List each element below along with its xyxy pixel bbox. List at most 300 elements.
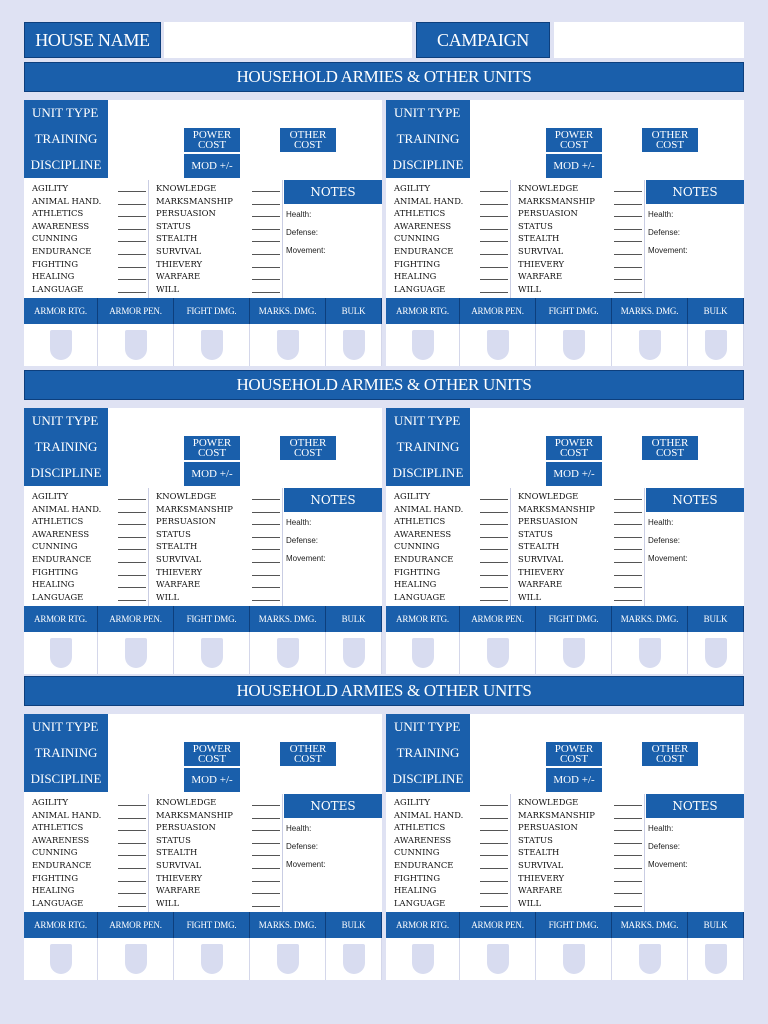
notes-defense: Defense: bbox=[648, 842, 681, 851]
skill-label: KNOWLEDGE bbox=[518, 182, 595, 195]
skill-label: WILL bbox=[518, 283, 595, 296]
stat-value-cell[interactable] bbox=[460, 938, 536, 980]
stat-value-cell[interactable] bbox=[250, 938, 326, 980]
skill-label: AWARENESS bbox=[32, 834, 101, 847]
skill-label: WILL bbox=[156, 591, 233, 604]
skill-label: KNOWLEDGE bbox=[518, 490, 595, 503]
stat-label: BULK bbox=[688, 298, 744, 324]
skill-label: ANIMAL HAND. bbox=[32, 195, 102, 206]
skill-label: MARKSMANSHIP bbox=[156, 195, 233, 206]
skill-label: HEALING bbox=[394, 884, 463, 897]
skill-label: AWARENESS bbox=[32, 220, 101, 233]
notes-health: Health: bbox=[648, 518, 674, 527]
discipline-row bbox=[386, 766, 744, 792]
skill-label: AGILITY bbox=[32, 796, 101, 809]
shield-icon bbox=[563, 944, 585, 974]
skill-label: LANGUAGE bbox=[394, 897, 463, 910]
skills-divider bbox=[510, 488, 511, 606]
stat-label: MARKS. DMG. bbox=[250, 606, 326, 632]
skill-label: ANIMAL HAND. bbox=[32, 809, 102, 820]
training-row bbox=[24, 126, 382, 152]
training-row bbox=[386, 434, 744, 460]
shield-icon bbox=[343, 330, 365, 360]
skill-label: STEALTH bbox=[156, 540, 233, 553]
skills-panel bbox=[386, 488, 744, 606]
skill-label: AWARENESS bbox=[32, 528, 101, 541]
skills-right-column bbox=[156, 490, 233, 603]
stat-value-cell[interactable] bbox=[612, 324, 688, 366]
stat-value-cell[interactable] bbox=[688, 938, 744, 980]
stats-header-row bbox=[386, 912, 744, 938]
skill-label: HEALING bbox=[32, 578, 101, 591]
notes-defense: Defense: bbox=[286, 228, 319, 237]
skill-label: AWARENESS bbox=[394, 834, 463, 847]
shield-icon bbox=[705, 330, 727, 360]
stat-value-cell[interactable] bbox=[24, 938, 98, 980]
notes-divider bbox=[282, 180, 283, 298]
discipline-label: DISCIPLINE bbox=[24, 766, 108, 792]
stat-value-cell[interactable] bbox=[326, 938, 382, 980]
stat-value-cell[interactable] bbox=[688, 324, 744, 366]
other-cost-label: OTHER COST bbox=[280, 128, 336, 152]
skill-label: HEALING bbox=[394, 578, 463, 591]
skill-label: WARFARE bbox=[156, 270, 233, 283]
notes-health: Health: bbox=[286, 518, 312, 527]
skill-label: MARKSMANSHIP bbox=[518, 195, 595, 206]
skills-left-column bbox=[32, 182, 101, 295]
stat-label: BULK bbox=[326, 912, 382, 938]
skill-label: ENDURANCE bbox=[394, 553, 463, 566]
shield-icon bbox=[639, 330, 661, 360]
shield-icon bbox=[639, 638, 661, 668]
skills-right-column bbox=[518, 182, 595, 295]
notes-defense: Defense: bbox=[648, 536, 681, 545]
notes-movement: Movement: bbox=[648, 554, 688, 563]
training-label: TRAINING bbox=[386, 434, 470, 460]
skill-label: ANIMAL HAND. bbox=[394, 503, 464, 514]
skill-label: WARFARE bbox=[156, 578, 233, 591]
skill-label: WILL bbox=[518, 591, 595, 604]
stat-value-cell[interactable] bbox=[460, 632, 536, 674]
notes-divider bbox=[644, 488, 645, 606]
discipline-row bbox=[24, 152, 382, 178]
stat-value-cell[interactable] bbox=[98, 324, 174, 366]
stat-label: ARMOR PEN. bbox=[460, 606, 536, 632]
training-row bbox=[24, 434, 382, 460]
stat-value-cell[interactable] bbox=[536, 324, 612, 366]
skill-label: FIGHTING bbox=[32, 566, 101, 579]
stat-label: MARKS. DMG. bbox=[250, 298, 326, 324]
unit-type-row bbox=[24, 714, 382, 740]
skill-label: THIEVERY bbox=[518, 258, 595, 271]
stat-label: ARMOR RTG. bbox=[24, 912, 98, 938]
other-cost-label: OTHER COST bbox=[280, 742, 336, 766]
other-cost-label: OTHER COST bbox=[642, 128, 698, 152]
skill-label: ENDURANCE bbox=[32, 553, 101, 566]
skill-label: THIEVERY bbox=[156, 872, 233, 885]
skills-panel bbox=[24, 180, 382, 298]
skill-label: STEALTH bbox=[156, 232, 233, 245]
skill-label: ATHLETICS bbox=[394, 207, 463, 220]
skill-label: AGILITY bbox=[394, 796, 463, 809]
skill-label: STEALTH bbox=[518, 540, 595, 553]
unit-type-label: UNIT TYPE bbox=[386, 100, 470, 126]
stat-value-cell[interactable] bbox=[326, 632, 382, 674]
training-label: TRAINING bbox=[386, 126, 470, 152]
shield-icon bbox=[705, 944, 727, 974]
notes-defense: Defense: bbox=[286, 536, 319, 545]
skill-label: ATHLETICS bbox=[32, 515, 101, 528]
skill-label: KNOWLEDGE bbox=[156, 796, 233, 809]
shield-icon bbox=[50, 330, 72, 360]
skill-label: FIGHTING bbox=[394, 566, 463, 579]
shield-icon bbox=[412, 638, 434, 668]
power-cost-label: POWER COST bbox=[546, 436, 602, 460]
notes-title: NOTES bbox=[284, 180, 382, 204]
mod-label: MOD +/- bbox=[546, 768, 602, 792]
stat-label: ARMOR PEN. bbox=[98, 298, 174, 324]
skill-label: PERSUASION bbox=[156, 515, 233, 528]
notes-health: Health: bbox=[286, 210, 312, 219]
notes-defense: Defense: bbox=[286, 842, 319, 851]
discipline-label: DISCIPLINE bbox=[24, 152, 108, 178]
skill-label: WARFARE bbox=[518, 270, 595, 283]
unit-type-row bbox=[24, 408, 382, 434]
skills-divider bbox=[148, 180, 149, 298]
discipline-label: DISCIPLINE bbox=[386, 766, 470, 792]
stat-label: ARMOR PEN. bbox=[460, 912, 536, 938]
skills-divider bbox=[510, 180, 511, 298]
skill-label: STEALTH bbox=[518, 846, 595, 859]
stat-value-cell[interactable] bbox=[386, 938, 460, 980]
stat-label: ARMOR RTG. bbox=[24, 298, 98, 324]
skills-left-column bbox=[394, 796, 463, 909]
skill-label: SURVIVAL bbox=[518, 553, 595, 566]
skill-label: ANIMAL HAND. bbox=[394, 809, 464, 820]
skill-label: FIGHTING bbox=[32, 258, 101, 271]
notes-movement: Movement: bbox=[648, 246, 688, 255]
skill-label: SURVIVAL bbox=[518, 245, 595, 258]
training-row bbox=[386, 126, 744, 152]
shield-icon bbox=[343, 944, 365, 974]
stat-label: ARMOR PEN. bbox=[98, 912, 174, 938]
notes-title: NOTES bbox=[284, 488, 382, 512]
shield-icon bbox=[487, 944, 509, 974]
unit-card bbox=[24, 408, 382, 674]
skill-label: LANGUAGE bbox=[394, 591, 463, 604]
notes-movement: Movement: bbox=[648, 860, 688, 869]
house-name-label: HOUSE NAME bbox=[24, 22, 161, 58]
skills-divider bbox=[148, 794, 149, 912]
stat-value-cell[interactable] bbox=[24, 324, 98, 366]
other-cost-label: OTHER COST bbox=[280, 436, 336, 460]
skills-right-column bbox=[518, 490, 595, 603]
skill-label: THIEVERY bbox=[518, 566, 595, 579]
stat-value-cell[interactable] bbox=[612, 632, 688, 674]
mod-label: MOD +/- bbox=[184, 768, 240, 792]
skill-label: AGILITY bbox=[394, 490, 463, 503]
campaign-label: CAMPAIGN bbox=[416, 22, 550, 58]
skill-label: PERSUASION bbox=[518, 515, 595, 528]
shield-icon bbox=[487, 638, 509, 668]
skill-label: LANGUAGE bbox=[32, 283, 101, 296]
skill-label: HEALING bbox=[32, 270, 101, 283]
stat-value-cell[interactable] bbox=[250, 324, 326, 366]
skill-label: AGILITY bbox=[32, 182, 101, 195]
skill-label: WILL bbox=[518, 897, 595, 910]
skill-label: LANGUAGE bbox=[394, 283, 463, 296]
stats-header-row bbox=[24, 912, 382, 938]
skill-label: ENDURANCE bbox=[394, 859, 463, 872]
skill-label: KNOWLEDGE bbox=[156, 490, 233, 503]
shields-row bbox=[24, 324, 382, 366]
skill-label: ANIMAL HAND. bbox=[394, 195, 464, 206]
skills-right-column bbox=[156, 182, 233, 295]
skill-label: STATUS bbox=[156, 834, 233, 847]
skill-label: STATUS bbox=[156, 220, 233, 233]
stats-header-row bbox=[386, 606, 744, 632]
stat-value-cell[interactable] bbox=[688, 632, 744, 674]
shields-row bbox=[386, 324, 744, 366]
stat-label: BULK bbox=[326, 606, 382, 632]
stat-label: BULK bbox=[688, 912, 744, 938]
notes-defense: Defense: bbox=[648, 228, 681, 237]
stat-label: FIGHT DMG. bbox=[174, 912, 250, 938]
campaign-field[interactable] bbox=[554, 22, 744, 58]
skill-label: ATHLETICS bbox=[394, 821, 463, 834]
title-row bbox=[24, 22, 744, 58]
unit-card bbox=[386, 714, 744, 980]
skill-label: MARKSMANSHIP bbox=[518, 809, 595, 820]
stat-value-cell[interactable] bbox=[386, 324, 460, 366]
skill-label: STATUS bbox=[156, 528, 233, 541]
stat-value-cell[interactable] bbox=[24, 632, 98, 674]
discipline-label: DISCIPLINE bbox=[386, 460, 470, 486]
skill-label: KNOWLEDGE bbox=[518, 796, 595, 809]
stat-label: FIGHT DMG. bbox=[536, 606, 612, 632]
notes-health: Health: bbox=[648, 210, 674, 219]
shield-icon bbox=[487, 330, 509, 360]
stat-value-cell[interactable] bbox=[612, 938, 688, 980]
skill-label: ATHLETICS bbox=[32, 207, 101, 220]
unit-type-row bbox=[24, 100, 382, 126]
skill-label: SURVIVAL bbox=[156, 859, 233, 872]
stat-label: ARMOR RTG. bbox=[386, 912, 460, 938]
skill-label: FIGHTING bbox=[32, 872, 101, 885]
skill-label: CUNNING bbox=[32, 232, 101, 245]
shield-icon bbox=[412, 330, 434, 360]
skill-label: ENDURANCE bbox=[32, 859, 101, 872]
stat-label: BULK bbox=[326, 298, 382, 324]
stat-value-cell[interactable] bbox=[536, 632, 612, 674]
unit-type-row bbox=[386, 408, 744, 434]
notes-title: NOTES bbox=[284, 794, 382, 818]
skill-label: PERSUASION bbox=[518, 207, 595, 220]
shields-row bbox=[386, 938, 744, 980]
shield-icon bbox=[125, 638, 147, 668]
shield-icon bbox=[50, 944, 72, 974]
power-cost-label: POWER COST bbox=[184, 128, 240, 152]
stat-value-cell[interactable] bbox=[326, 324, 382, 366]
skills-left-column bbox=[394, 182, 463, 295]
unit-card bbox=[24, 100, 382, 366]
stat-label: ARMOR RTG. bbox=[386, 298, 460, 324]
notes-movement: Movement: bbox=[286, 554, 326, 563]
skill-label: WILL bbox=[156, 283, 233, 296]
discipline-row bbox=[386, 152, 744, 178]
shield-icon bbox=[563, 330, 585, 360]
skill-label: STATUS bbox=[518, 528, 595, 541]
power-cost-label: POWER COST bbox=[546, 742, 602, 766]
notes-movement: Movement: bbox=[286, 860, 326, 869]
skill-label: WARFARE bbox=[156, 884, 233, 897]
stat-label: MARKS. DMG. bbox=[612, 606, 688, 632]
skill-label: STATUS bbox=[518, 834, 595, 847]
skills-right-column bbox=[156, 796, 233, 909]
training-label: TRAINING bbox=[24, 434, 108, 460]
stat-label: BULK bbox=[688, 606, 744, 632]
skills-left-column bbox=[32, 796, 101, 909]
notes-divider bbox=[644, 180, 645, 298]
skill-label: WILL bbox=[156, 897, 233, 910]
section-header: HOUSEHOLD ARMIES & OTHER UNITS bbox=[24, 370, 744, 400]
shield-icon bbox=[277, 330, 299, 360]
stat-value-cell[interactable] bbox=[460, 324, 536, 366]
other-cost-label: OTHER COST bbox=[642, 436, 698, 460]
discipline-label: DISCIPLINE bbox=[24, 460, 108, 486]
stat-value-cell[interactable] bbox=[250, 632, 326, 674]
discipline-label: DISCIPLINE bbox=[386, 152, 470, 178]
skill-label: CUNNING bbox=[394, 540, 463, 553]
skill-label: PERSUASION bbox=[156, 821, 233, 834]
training-label: TRAINING bbox=[24, 126, 108, 152]
stat-label: ARMOR PEN. bbox=[98, 606, 174, 632]
shields-row bbox=[24, 938, 382, 980]
skill-label: HEALING bbox=[394, 270, 463, 283]
skill-label: SURVIVAL bbox=[156, 245, 233, 258]
skill-label: LANGUAGE bbox=[32, 591, 101, 604]
stat-label: ARMOR PEN. bbox=[460, 298, 536, 324]
unit-card bbox=[386, 100, 744, 366]
skill-label: ATHLETICS bbox=[32, 821, 101, 834]
stat-value-cell[interactable] bbox=[536, 938, 612, 980]
shields-row bbox=[24, 632, 382, 674]
mod-label: MOD +/- bbox=[184, 462, 240, 486]
skills-left-column bbox=[394, 490, 463, 603]
stat-value-cell[interactable] bbox=[174, 938, 250, 980]
stat-value-cell[interactable] bbox=[174, 324, 250, 366]
shield-icon bbox=[201, 638, 223, 668]
notes-divider bbox=[282, 794, 283, 912]
skill-label: KNOWLEDGE bbox=[156, 182, 233, 195]
stat-value-cell[interactable] bbox=[98, 938, 174, 980]
stats-header-row bbox=[386, 298, 744, 324]
skill-label: CUNNING bbox=[394, 846, 463, 859]
discipline-row bbox=[386, 460, 744, 486]
skill-label: STATUS bbox=[518, 220, 595, 233]
skills-right-column bbox=[518, 796, 595, 909]
skill-label: ENDURANCE bbox=[32, 245, 101, 258]
skills-left-column bbox=[32, 490, 101, 603]
notes-health: Health: bbox=[648, 824, 674, 833]
stat-label: FIGHT DMG. bbox=[174, 606, 250, 632]
unit-type-label: UNIT TYPE bbox=[24, 100, 108, 126]
stat-label: ARMOR RTG. bbox=[24, 606, 98, 632]
unit-type-label: UNIT TYPE bbox=[24, 714, 108, 740]
skill-label: SURVIVAL bbox=[518, 859, 595, 872]
shield-icon bbox=[343, 638, 365, 668]
stats-header-row bbox=[24, 298, 382, 324]
skill-label: FIGHTING bbox=[394, 872, 463, 885]
skill-label: PERSUASION bbox=[518, 821, 595, 834]
skills-divider bbox=[148, 488, 149, 606]
shield-icon bbox=[201, 330, 223, 360]
skill-label: WARFARE bbox=[518, 884, 595, 897]
section-header: HOUSEHOLD ARMIES & OTHER UNITS bbox=[24, 676, 744, 706]
notes-health: Health: bbox=[286, 824, 312, 833]
skill-label: WARFARE bbox=[518, 578, 595, 591]
training-label: TRAINING bbox=[24, 740, 108, 766]
notes-title: NOTES bbox=[646, 488, 744, 512]
shield-icon bbox=[412, 944, 434, 974]
mod-label: MOD +/- bbox=[546, 154, 602, 178]
shield-icon bbox=[125, 330, 147, 360]
shield-icon bbox=[50, 638, 72, 668]
skills-panel bbox=[24, 794, 382, 912]
power-cost-label: POWER COST bbox=[184, 742, 240, 766]
discipline-row bbox=[24, 460, 382, 486]
power-cost-label: POWER COST bbox=[184, 436, 240, 460]
skill-label: MARKSMANSHIP bbox=[518, 503, 595, 514]
skill-label: ATHLETICS bbox=[394, 515, 463, 528]
stat-value-cell[interactable] bbox=[98, 632, 174, 674]
shield-icon bbox=[277, 638, 299, 668]
skill-label: ENDURANCE bbox=[394, 245, 463, 258]
training-label: TRAINING bbox=[386, 740, 470, 766]
shields-row bbox=[386, 632, 744, 674]
shield-icon bbox=[201, 944, 223, 974]
house-name-field[interactable] bbox=[164, 22, 412, 58]
notes-title: NOTES bbox=[646, 180, 744, 204]
skill-label: HEALING bbox=[32, 884, 101, 897]
notes-title: NOTES bbox=[646, 794, 744, 818]
notes-movement: Movement: bbox=[286, 246, 326, 255]
skill-label: SURVIVAL bbox=[156, 553, 233, 566]
stats-header-row bbox=[24, 606, 382, 632]
stat-label: FIGHT DMG. bbox=[174, 298, 250, 324]
training-row bbox=[24, 740, 382, 766]
skills-panel bbox=[24, 488, 382, 606]
unit-type-label: UNIT TYPE bbox=[386, 714, 470, 740]
skill-label: STEALTH bbox=[156, 846, 233, 859]
unit-type-row bbox=[386, 714, 744, 740]
unit-type-row bbox=[386, 100, 744, 126]
stat-label: MARKS. DMG. bbox=[250, 912, 326, 938]
skill-label: MARKSMANSHIP bbox=[156, 809, 233, 820]
skills-divider bbox=[510, 794, 511, 912]
shield-icon bbox=[125, 944, 147, 974]
unit-type-label: UNIT TYPE bbox=[386, 408, 470, 434]
skill-label: THIEVERY bbox=[518, 872, 595, 885]
stat-value-cell[interactable] bbox=[386, 632, 460, 674]
skill-label: THIEVERY bbox=[156, 566, 233, 579]
skill-label: FIGHTING bbox=[394, 258, 463, 271]
mod-label: MOD +/- bbox=[184, 154, 240, 178]
stat-value-cell[interactable] bbox=[174, 632, 250, 674]
unit-card bbox=[386, 408, 744, 674]
other-cost-label: OTHER COST bbox=[642, 742, 698, 766]
shield-icon bbox=[563, 638, 585, 668]
